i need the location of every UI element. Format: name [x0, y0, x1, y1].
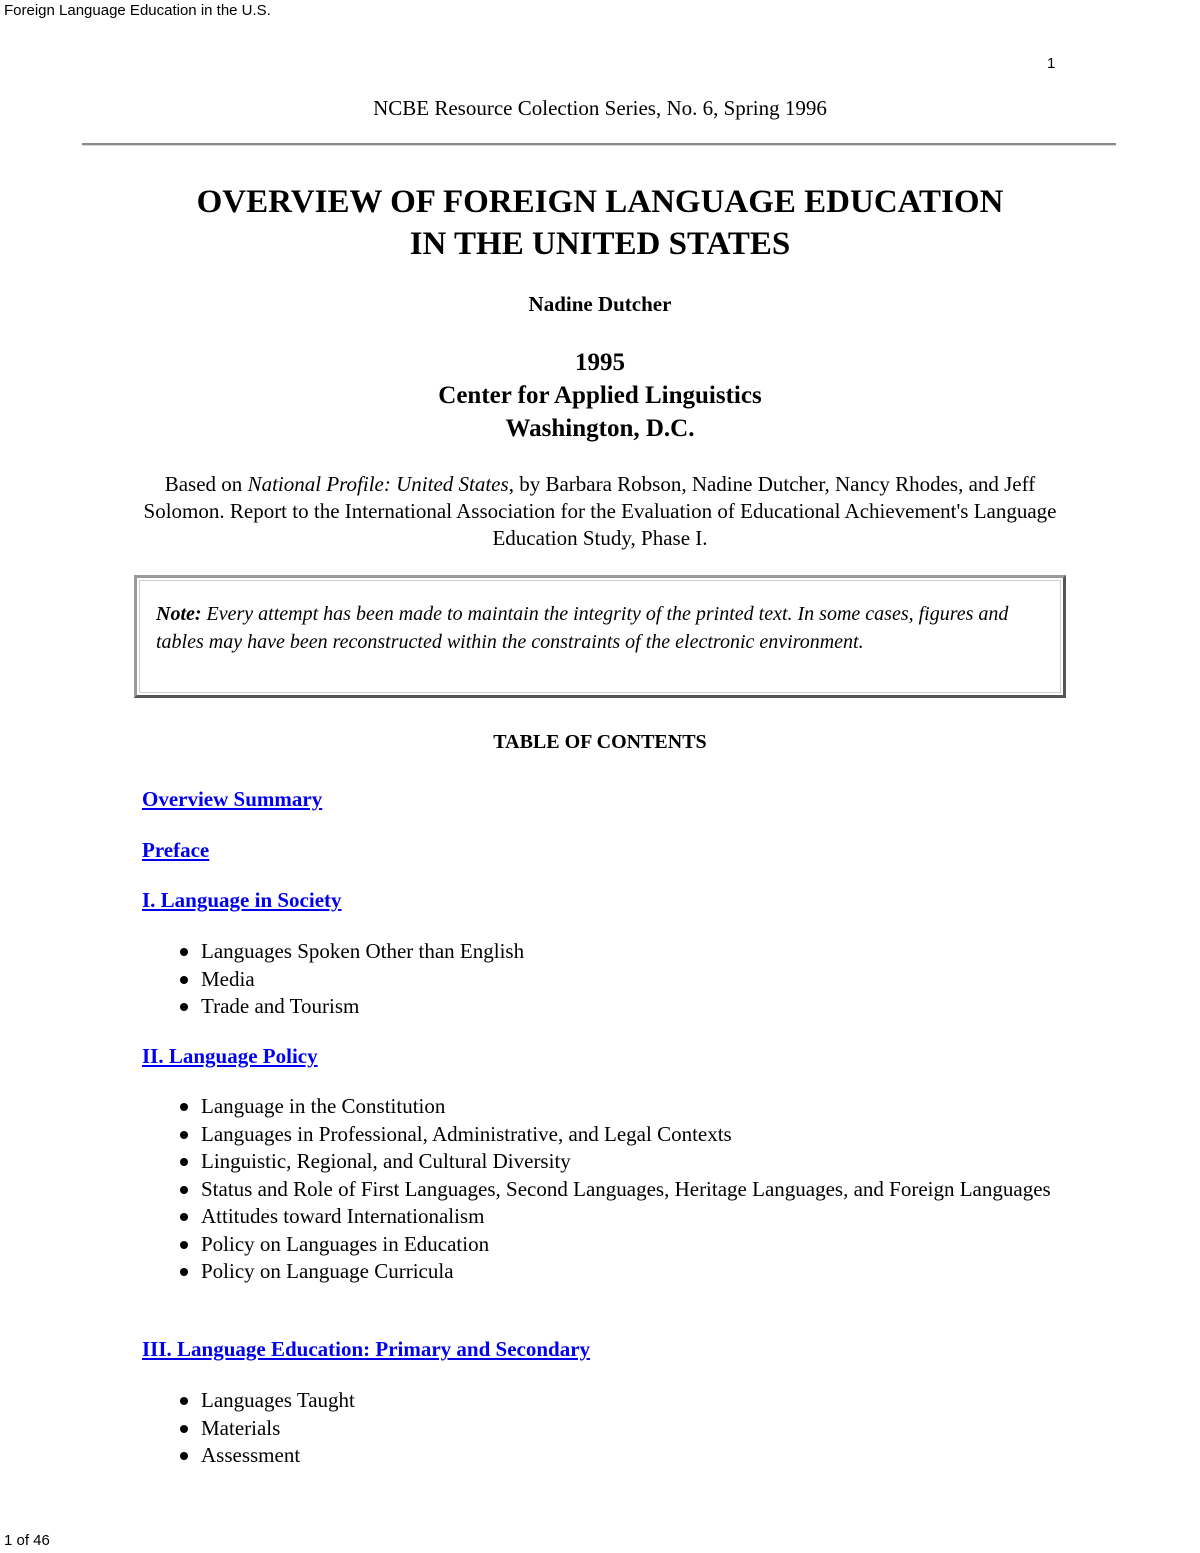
- section2-list: [177, 1093, 1057, 1286]
- author: Nadine Dutcher: [528, 292, 672, 316]
- list-item: Languages Taught: [177, 1387, 1057, 1415]
- list-item: Media: [177, 966, 1057, 994]
- list-item: Languages Spoken Other than English: [177, 938, 1057, 966]
- publication-year: 1995: [575, 349, 625, 376]
- toc-heading: TABLE OF CONTENTS: [493, 731, 707, 753]
- title-line-2: IN THE UNITED STATES: [409, 226, 791, 262]
- section3-list: [177, 1387, 1057, 1470]
- source-work-title: National Profile: United States: [247, 472, 509, 496]
- note-body: Every attempt has been made to maintain the integrity of the printed text. In some cases, figures and tables may have been reconstructed within the constraints of the electronic environment.: [156, 603, 1009, 653]
- list-item: Materials: [177, 1415, 1057, 1443]
- toc-link-preface[interactable]: Preface: [142, 838, 210, 862]
- based-suffix: , by Barbara Robson, Nadine Dutcher, Nancy Rhodes, and Jeff Solomon. Report to the International Association for the Evaluation of Educational Achievement's Language Education Study, Phase I.: [143, 472, 1057, 550]
- page-title: [0, 181, 1200, 265]
- toc-link-language-policy[interactable]: II. Language Policy: [142, 1044, 318, 1068]
- list-item: Linguistic, Regional, and Cultural Diversity: [177, 1148, 1057, 1176]
- title-line-1: OVERVIEW OF FOREIGN LANGUAGE EDUCATION: [196, 184, 1004, 220]
- list-item: Status and Role of First Languages, Second Languages, Heritage Languages, and Foreign Languages: [177, 1176, 1057, 1204]
- note-text: [156, 601, 1036, 656]
- publisher: Center for Applied Linguistics: [438, 382, 762, 409]
- series-line: NCBE Resource Colection Series, No. 6, Spring 1996: [373, 96, 827, 120]
- list-item: Policy on Language Curricula: [177, 1258, 1057, 1286]
- section1-list: [177, 938, 1057, 1021]
- toc-link-language-education-primary-secondary[interactable]: III. Language Education: Primary and Secondary: [142, 1337, 591, 1361]
- list-item: Policy on Languages in Education: [177, 1231, 1057, 1259]
- page-number: 1: [1047, 55, 1056, 72]
- list-item: Attitudes toward Internationalism: [177, 1203, 1057, 1231]
- list-item: Assessment: [177, 1442, 1057, 1470]
- list-item: Language in the Constitution: [177, 1093, 1057, 1121]
- note-box: [134, 575, 1066, 698]
- based-prefix: Based on: [164, 472, 248, 496]
- list-item: Languages in Professional, Administrative, and Legal Contexts: [177, 1121, 1057, 1149]
- note-label: Note:: [156, 603, 202, 625]
- toc-link-overview-summary[interactable]: Overview Summary: [142, 787, 323, 811]
- toc-link-language-in-society[interactable]: I. Language in Society: [142, 888, 342, 912]
- horizontal-rule: [82, 143, 1116, 146]
- source-attribution: [130, 471, 1070, 552]
- publisher-location: Washington, D.C.: [505, 415, 695, 442]
- running-header: Foreign Language Education in the U.S.: [4, 2, 271, 19]
- list-item: Trade and Tourism: [177, 993, 1057, 1021]
- publication-info: [0, 346, 1200, 445]
- page-footer: 1 of 46: [4, 1532, 50, 1549]
